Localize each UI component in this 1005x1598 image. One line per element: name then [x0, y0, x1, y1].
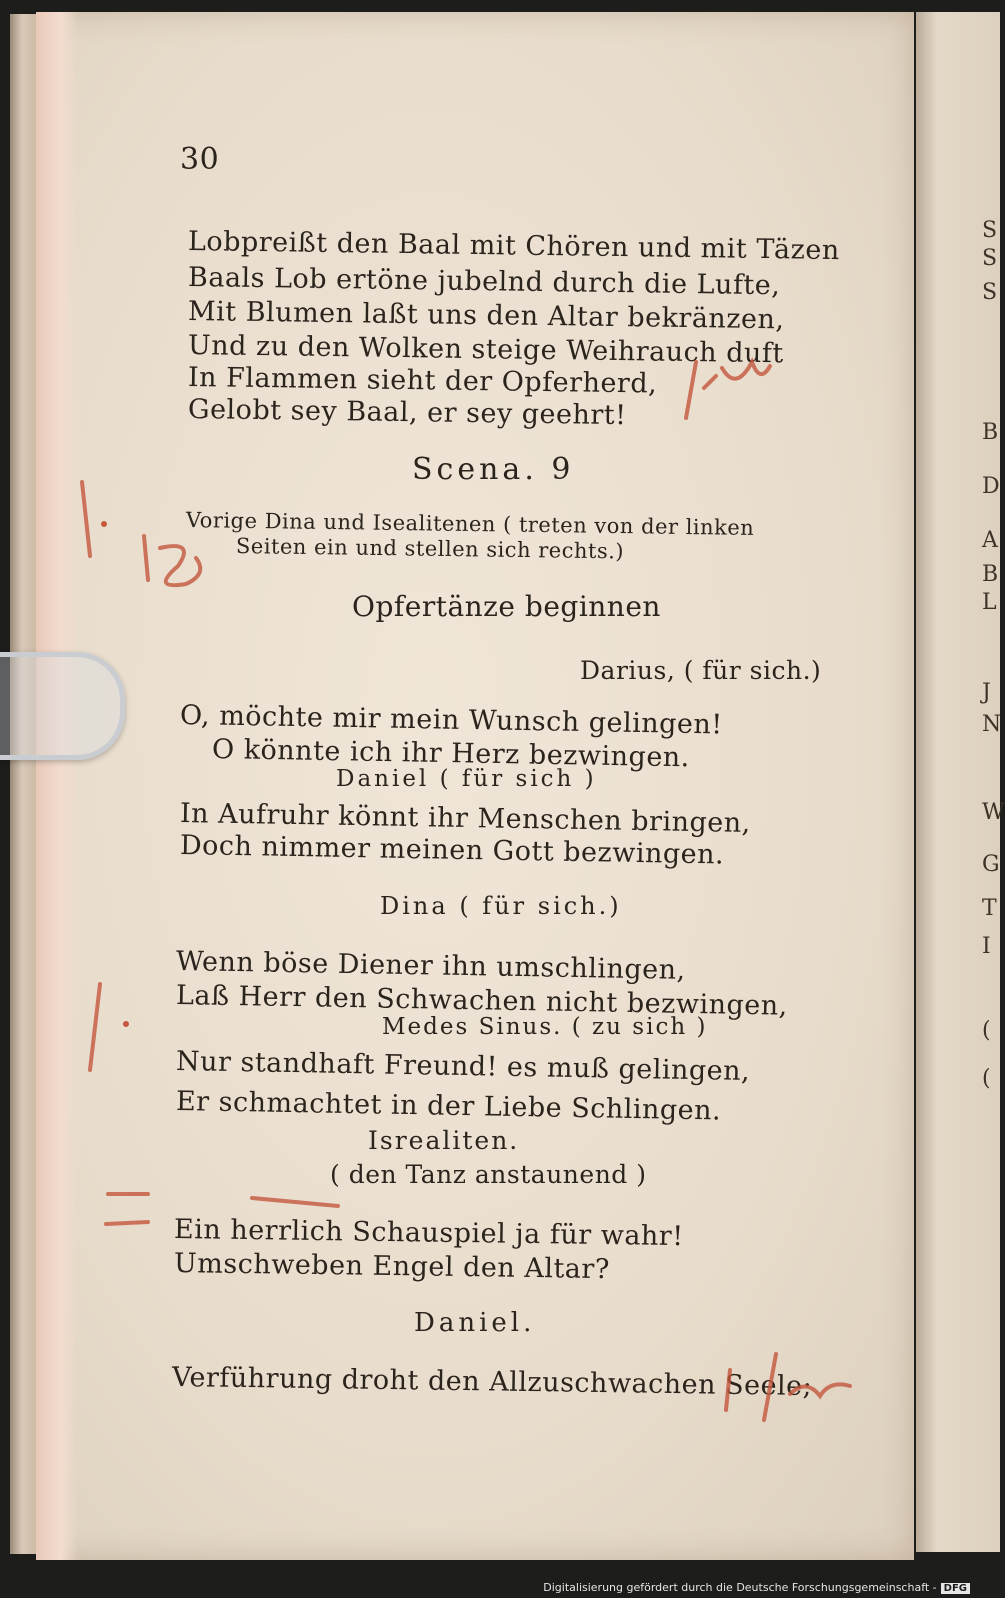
- verse-line: Baals Lob ertöne jubelnd durch die Lufte,: [187, 262, 781, 302]
- digitization-footer: [543, 1581, 970, 1594]
- adjacent-page-text: I: [982, 934, 991, 959]
- dance-heading: Opfertänze beginnen: [352, 590, 661, 623]
- daniel-last-line: Verführung droht den Allzuschwachen Seele;: [171, 1362, 813, 1402]
- medes-line: Er schmachtet in der Liebe Schlingen.: [175, 1086, 722, 1127]
- pencil-stroke: [764, 1354, 776, 1420]
- israeliten-direction: ( den Tanz anstaunend ): [330, 1160, 647, 1189]
- pencil-stroke: [82, 482, 90, 556]
- scene-heading: Scena. 9: [412, 452, 575, 487]
- adjacent-page-text: S: [982, 280, 998, 305]
- israeliten-line: Umschweben Engel den Altar?: [173, 1248, 611, 1286]
- adjacent-page-text: N: [982, 712, 1002, 737]
- speaker-dina: Dina ( für sich.): [380, 892, 622, 920]
- verse-line: Lobpreißt den Baal mit Chören und mit Täzen: [187, 226, 840, 267]
- pencil-stroke: [106, 1194, 148, 1224]
- pencil-stroke: [726, 1370, 730, 1410]
- adjacent-page-text: J: [982, 680, 991, 705]
- speaker-israeliten: Isrealiten.: [368, 1126, 520, 1155]
- verse-line: Und zu den Wolken steige Weihrauch duft: [187, 330, 784, 370]
- israeliten-line: Ein herrlich Schauspiel ja für wahr!: [173, 1214, 684, 1253]
- adjacent-page-text: (: [982, 1018, 991, 1043]
- dina-line: Wenn böse Diener ihn umschlingen,: [175, 946, 686, 986]
- pencil-stroke: [790, 1384, 850, 1396]
- darius-line: O, möchte mir mein Wunsch gelingen!: [179, 700, 723, 741]
- adjacent-page-text: W: [982, 800, 1005, 825]
- verse-line: Mit Blumen laßt uns den Altar bekränzen,: [187, 296, 785, 336]
- adjacent-page-text: B: [982, 562, 999, 587]
- adjacent-page-text: T: [982, 896, 997, 921]
- adjacent-page-text: S: [982, 218, 998, 243]
- adjacent-page-text: B: [982, 420, 999, 445]
- daniel-line: In Aufruhr könnt ihr Menschen bringen,: [179, 798, 751, 839]
- footer-text: Digitalisierung gefördert durch die Deutsche Forschungsgemeinschaft -: [543, 1581, 937, 1594]
- pencil-stroke: [144, 536, 148, 580]
- adjacent-page-text: (: [982, 1066, 991, 1091]
- adjacent-page-text: S: [982, 246, 998, 271]
- verse-line: In Flammen sieht der Opferherd,: [187, 362, 658, 400]
- daniel-line: Doch nimmer meinen Gott bezwingen.: [179, 830, 725, 871]
- pencil-stroke: [704, 362, 770, 388]
- adjacent-page-text: G: [982, 852, 1000, 877]
- verse-line: Gelobt sey Baal, er sey geehrt!: [187, 394, 627, 432]
- pencil-stroke: [252, 1198, 338, 1206]
- speaker-daniel: Daniel.: [414, 1308, 536, 1338]
- stage-direction-line: Seiten ein und stellen sich rechts.): [235, 534, 625, 564]
- adjacent-page-text: A: [982, 528, 998, 553]
- pencil-dot: [123, 1021, 129, 1027]
- page-number: 30: [180, 142, 220, 177]
- speaker-medes: Medes Sinus. ( zu sich ): [382, 1014, 708, 1040]
- darius-line: O könnte ich ihr Herz bezwingen.: [211, 734, 691, 774]
- pencil-stroke: [160, 546, 200, 585]
- pencil-stroke: [686, 362, 696, 418]
- pencil-dot: [101, 521, 107, 527]
- adjacent-page-text: D: [982, 474, 1000, 499]
- speaker-darius: Darius, ( für sich.): [580, 656, 822, 685]
- adjacent-page-text: L: [982, 590, 997, 615]
- dfg-logo: DFG: [941, 1583, 970, 1594]
- speaker-daniel-aside: Daniel ( für sich ): [336, 766, 597, 792]
- stage-direction-line: Vorige Dina und Isealitenen ( treten von der linken: [185, 508, 755, 540]
- dina-line: Laß Herr den Schwachen nicht bezwingen,: [175, 980, 788, 1022]
- pencil-stroke: [90, 984, 100, 1070]
- medes-line: Nur standhaft Freund! es muß gelingen,: [175, 1046, 751, 1088]
